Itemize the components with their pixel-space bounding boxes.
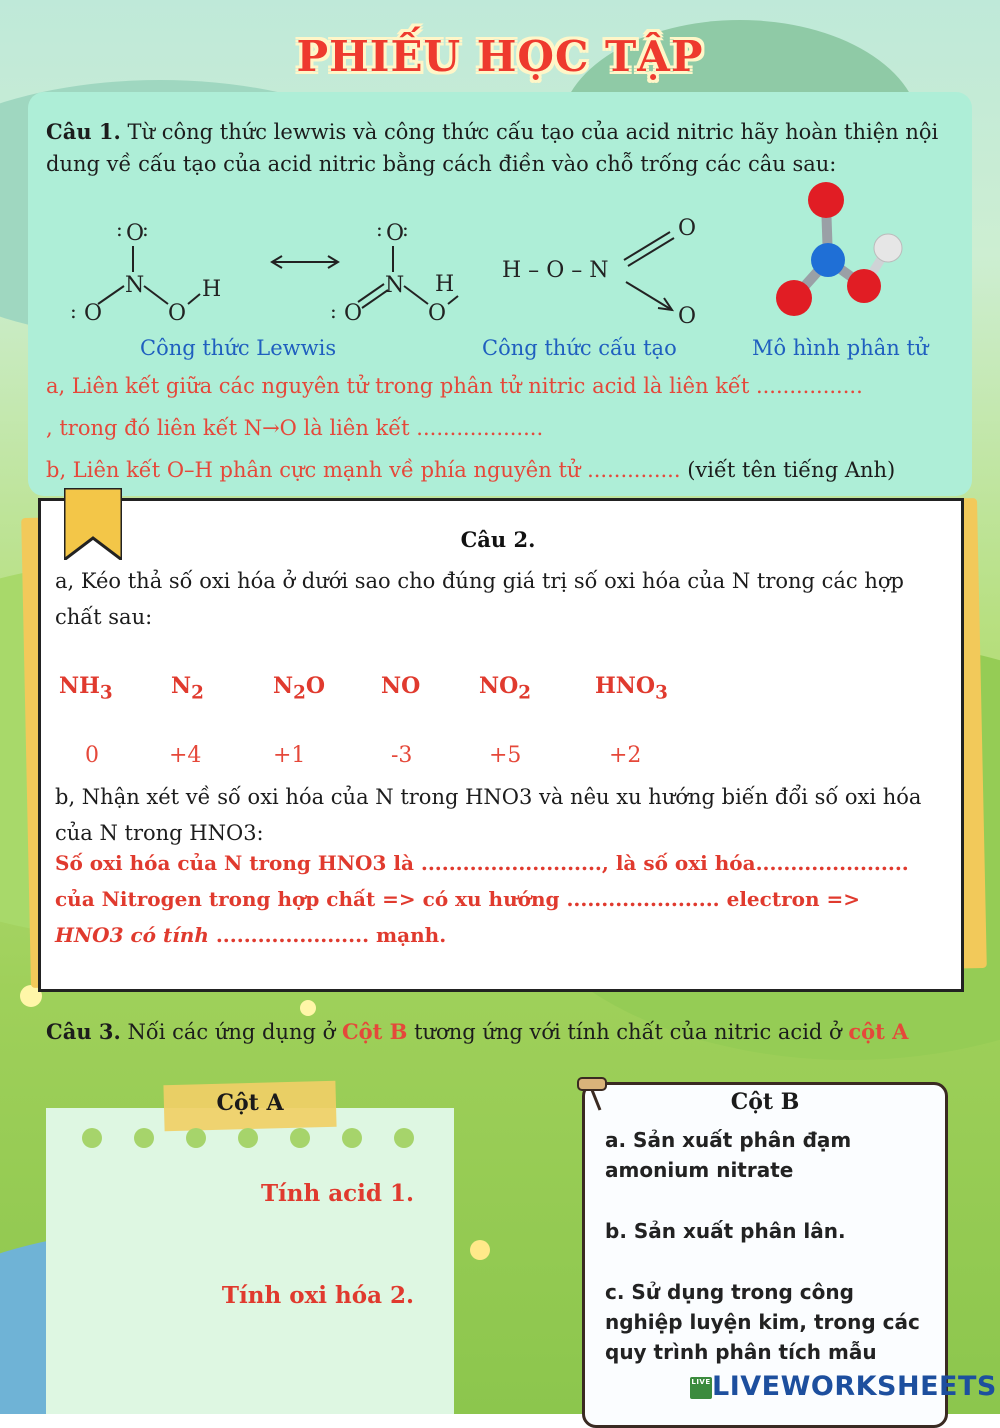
logo-badge-icon: LIVE xyxy=(690,1377,712,1399)
decor-dot xyxy=(238,1128,258,1148)
oxidation-value-drag[interactable]: +4 xyxy=(169,743,202,768)
oxidation-value-drag[interactable]: +2 xyxy=(609,743,642,768)
question-2b: b, Nhận xét về số oxi hóa của N trong HNO3 và nêu xu hướng biến đổi số oxi hóa của N trong HNO3: xyxy=(55,785,922,845)
question-2-label: Câu 2. xyxy=(460,527,536,552)
svg-text::: : xyxy=(330,299,337,323)
column-a-reference: cột A xyxy=(848,1019,909,1044)
column-b-item-a[interactable]: a. Sản xuất phân đạm amonium nitrate xyxy=(605,1128,852,1182)
column-a-item-1[interactable]: Tính acid 1. xyxy=(260,1180,414,1207)
decor-dot xyxy=(290,1128,310,1148)
decor-dot xyxy=(134,1128,154,1148)
oxidation-value-drag[interactable]: -3 xyxy=(391,743,413,768)
lewis-hydrogen-2: H xyxy=(435,272,455,297)
compound-hno3: $HNO_3$ xyxy=(595,673,668,704)
column-a-item-2[interactable]: Tính oxi hóa 2. xyxy=(221,1282,414,1309)
decor-dot xyxy=(394,1128,414,1148)
question-3-prompt: Câu 3. Nối các ứng dụng ở Cột B tương ứng với tính chất của nitric acid ở cột A xyxy=(46,1019,909,1044)
struct-nitrogen: N xyxy=(589,258,609,283)
question-1a-line2: , trong đó liên kết N→O là liên kết ................... xyxy=(46,416,544,440)
oxygen-atom xyxy=(776,280,812,316)
caption-lewis: Công thức Lewwis xyxy=(140,336,337,360)
decor-dot xyxy=(342,1128,362,1148)
question-2b-answer-line1: Số oxi hóa của N trong HNO3 là .........................., là số oxi hóa...................... xyxy=(55,851,909,875)
question-1-card xyxy=(28,92,972,496)
oxygen-atom xyxy=(847,269,881,303)
lewis-oxygen: O xyxy=(84,301,103,326)
caption-structure: Công thức cấu tạo xyxy=(482,336,677,360)
question-1-label: Câu 1. xyxy=(46,119,121,144)
oxidation-value-drag[interactable]: +1 xyxy=(273,743,306,768)
hydrogen-atom xyxy=(874,234,902,262)
oxidation-value-drag[interactable]: +5 xyxy=(489,743,522,768)
liveworksheets-logo xyxy=(690,1371,997,1402)
column-b-item-b[interactable]: b. Sản xuất phân lân. xyxy=(605,1219,846,1243)
caption-model: Mô hình phân tử xyxy=(752,336,929,360)
lewis-nitrogen: N xyxy=(125,273,145,298)
lewis-oxygen: O xyxy=(428,301,447,326)
question-1a-line1: a, Liên kết giữa các nguyên tử trong phân tử nitric acid là liên kết ................ xyxy=(46,374,863,398)
question-2a: a, Kéo thả số oxi hóa ở dưới sao cho đúng giá trị số oxi hóa của N trong các hợp chất sau: xyxy=(55,569,904,629)
compound-no2: $NO_2$ xyxy=(479,673,532,704)
question-1b-text: b, Liên kết O–H phân cực mạnh về phía nguyên tử .............. xyxy=(46,458,681,482)
svg-text::: : xyxy=(402,217,409,241)
lewis-oxygen: O xyxy=(386,221,405,246)
logo-text: LIVEWORKSHEETS xyxy=(712,1371,997,1402)
flower xyxy=(470,1240,490,1260)
column-b-reference: Cột B xyxy=(341,1019,408,1044)
question-1b-note: (viết tên tiếng Anh) xyxy=(680,458,896,482)
svg-text::: : xyxy=(376,217,383,241)
question-1b xyxy=(46,454,895,486)
pin-icon xyxy=(574,1074,610,1114)
nitrogen-atom xyxy=(811,243,845,277)
question-2-card xyxy=(38,498,964,992)
svg-text::: : xyxy=(70,299,77,323)
molecular-model xyxy=(768,178,918,328)
question-1-text: Từ công thức lewwis và công thức cấu tạo của acid nitric hãy hoàn thiện nội dung về cấu tạo của acid nitric bằng cách điền vào chỗ trống các câu sau: xyxy=(46,120,939,176)
bookmark-ribbon xyxy=(64,488,122,560)
compound-nh3: $NH_3$ xyxy=(59,673,113,704)
column-b-title: Cột B xyxy=(730,1089,800,1115)
svg-text::: : xyxy=(142,217,149,241)
struct-oxygen-bottom: O xyxy=(678,304,697,329)
compound-n2: $N_2$ xyxy=(171,673,204,704)
question-1-prompt xyxy=(46,116,946,180)
oxidation-value-drag[interactable]: 0 xyxy=(85,743,99,768)
page-title: PHIẾU HỌC TẬP xyxy=(296,32,704,81)
decor-dot xyxy=(82,1128,102,1148)
lewis-oxygen: O xyxy=(126,221,145,246)
compound-no: NO xyxy=(381,673,421,699)
struct-oxygen: O xyxy=(546,258,565,283)
column-a-title: Cột A xyxy=(216,1090,284,1116)
question-3-label: Câu 3. xyxy=(46,1019,121,1044)
column-a-panel xyxy=(46,1108,454,1414)
decor-dot xyxy=(186,1128,206,1148)
svg-text::: : xyxy=(116,217,123,241)
lewis-oxygen: O xyxy=(168,301,187,326)
struct-hydrogen: H xyxy=(502,258,522,283)
oxygen-atom xyxy=(808,182,844,218)
compound-n2o: $N_2O$ xyxy=(273,673,326,704)
column-b-item-c[interactable]: c. Sử dụng trong công nghiệp luyện kim, trong các quy trình phân tích mẫu xyxy=(605,1280,920,1364)
question-2b-answer-line2: của Nitrogen trong hợp chất => có xu hướng ...................... electron => xyxy=(55,887,860,911)
lewis-oxygen: O xyxy=(344,301,363,326)
flower xyxy=(300,1000,316,1016)
structural-formula: H – O – N xyxy=(502,258,609,283)
lewis-hydrogen: H xyxy=(202,277,222,302)
lewis-structures xyxy=(68,212,468,332)
lewis-nitrogen: N xyxy=(385,273,405,298)
question-2b-answer-line3: HNO3 có tính ...................... mạnh. xyxy=(55,923,447,947)
struct-oxygen-top: O xyxy=(678,216,697,241)
